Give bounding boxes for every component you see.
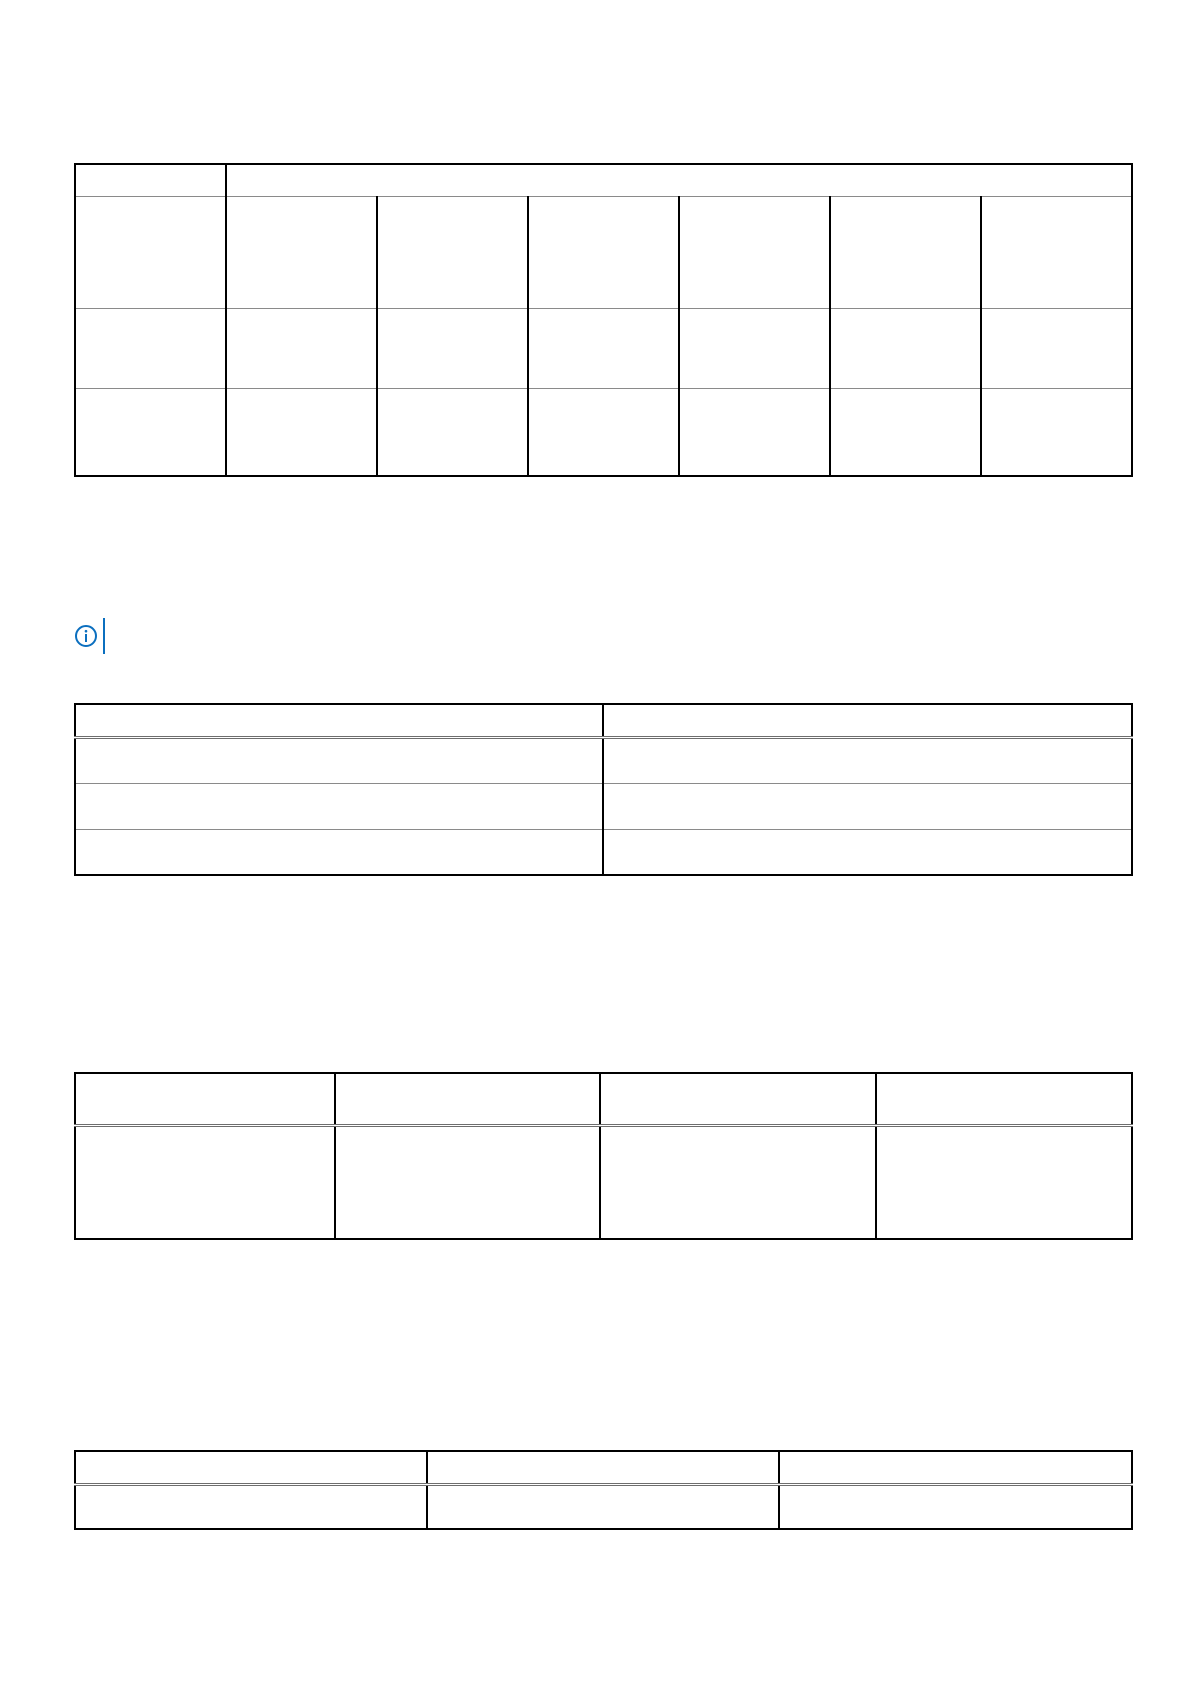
table-row [75, 737, 1132, 783]
table-cell [779, 1451, 1132, 1484]
table-cell [75, 783, 603, 829]
table-header-row [75, 704, 1132, 737]
table-cell [427, 1484, 779, 1529]
table-cell [377, 308, 528, 388]
table-cell [679, 196, 830, 308]
table-cell [830, 388, 981, 476]
table-cell [679, 388, 830, 476]
table-cell [226, 308, 377, 388]
table-cell [226, 388, 377, 476]
table-cell [75, 1073, 335, 1125]
table-row [75, 196, 1132, 308]
table-cell [75, 1125, 335, 1239]
table-cell [528, 196, 679, 308]
table-cell [981, 196, 1132, 308]
table-cell [600, 1125, 876, 1239]
info-circle-icon [74, 624, 98, 648]
table-cell [603, 737, 1132, 783]
table-cell [75, 737, 603, 783]
table-cell [876, 1125, 1132, 1239]
table-header-row [75, 1073, 1132, 1125]
table-cell [830, 308, 981, 388]
table-header-row [75, 164, 1132, 196]
spec-table-1 [74, 163, 1133, 477]
table-row [75, 1484, 1132, 1529]
table-cell [603, 829, 1132, 875]
table-cell [335, 1125, 600, 1239]
table-cell [75, 829, 603, 875]
table-cell [75, 164, 226, 196]
table-row [75, 829, 1132, 875]
table-cell [75, 196, 226, 308]
table-cell [377, 388, 528, 476]
table-cell [603, 704, 1132, 737]
table-row [75, 388, 1132, 476]
note-divider [103, 618, 105, 654]
table-cell [603, 783, 1132, 829]
table-row [75, 308, 1132, 388]
table-cell [377, 196, 528, 308]
spec-table-2 [74, 703, 1133, 876]
table-cell [226, 196, 377, 308]
table-cell [427, 1451, 779, 1484]
note-callout [74, 618, 105, 654]
table-cell [600, 1073, 876, 1125]
table-cell [226, 164, 1132, 196]
table-header-row [75, 1451, 1132, 1484]
table-cell [876, 1073, 1132, 1125]
table-cell [528, 388, 679, 476]
table-cell [528, 308, 679, 388]
table-cell [679, 308, 830, 388]
table-cell [335, 1073, 600, 1125]
table-cell [75, 1484, 427, 1529]
table-cell [779, 1484, 1132, 1529]
table-cell [981, 388, 1132, 476]
spec-table-4 [74, 1450, 1133, 1530]
table-cell [75, 308, 226, 388]
table-cell [830, 196, 981, 308]
table-cell [981, 308, 1132, 388]
table-row [75, 783, 1132, 829]
table-cell [75, 704, 603, 737]
table-row [75, 1125, 1132, 1239]
spec-table-3 [74, 1072, 1133, 1240]
table-cell [75, 388, 226, 476]
table-cell [75, 1451, 427, 1484]
